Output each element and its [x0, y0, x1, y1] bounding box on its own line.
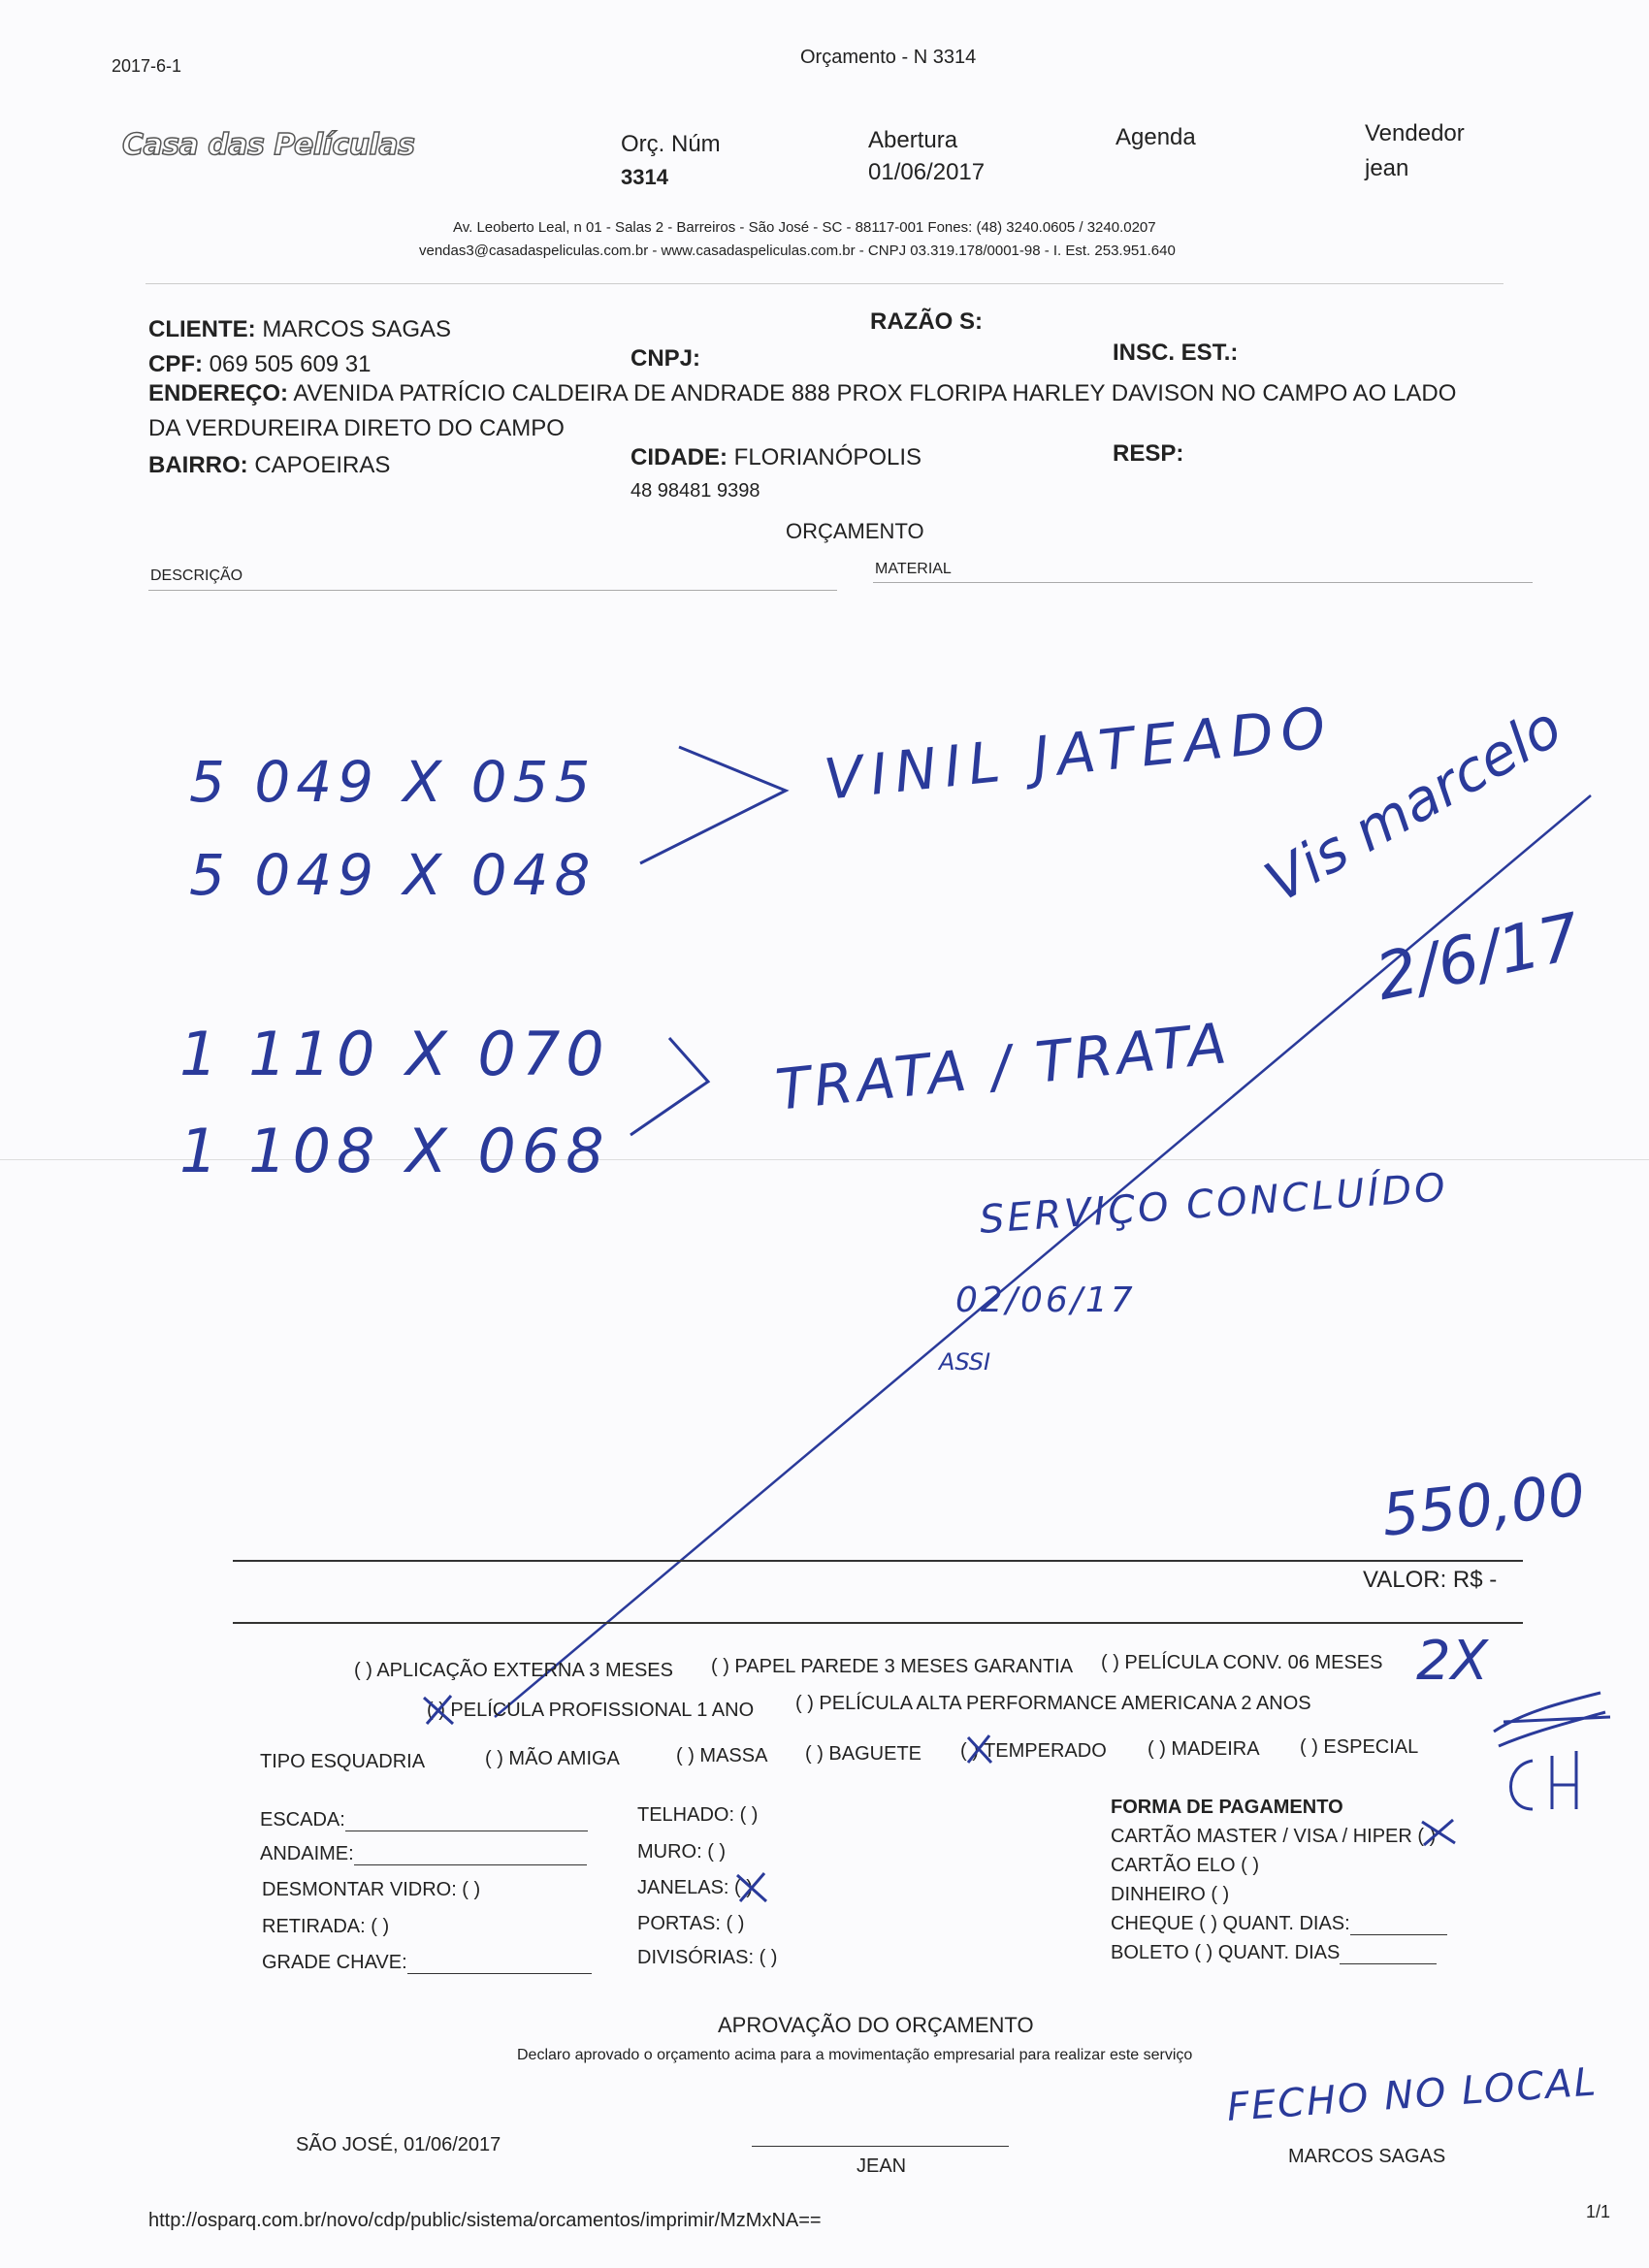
option-pelicula-alta: ( ) PELÍCULA ALTA PERFORMANCE AMERICANA 2 ANOS	[795, 1693, 1311, 1714]
check-mark-janelas	[732, 1867, 771, 1906]
approval-title: APROVAÇÃO DO ORÇAMENTO	[718, 2013, 1034, 2037]
valor-rule-top	[233, 1560, 1523, 1562]
option-pelicula-conv: ( ) PELÍCULA CONV. 06 MESES	[1101, 1652, 1383, 1673]
resp-label: RESP:	[1113, 440, 1184, 467]
phone: 48 98481 9398	[630, 480, 760, 502]
endereco-field: ENDEREÇO: AVENIDA PATRÍCIO CALDEIRA DE ANDRADE 888 PROX FLORIPA HARLEY DAVISON NO CAMPO AO LADO	[148, 380, 1457, 406]
approval-client: MARCOS SAGAS	[1288, 2146, 1446, 2167]
janelas-field: JANELAS: ( )	[637, 1877, 753, 1898]
insc-label: INSC. EST.:	[1113, 340, 1239, 366]
divisorias-field: DIVISÓRIAS: ( )	[637, 1947, 778, 1968]
esquadria-baguete: ( ) BAGUETE	[805, 1743, 922, 1765]
abertura-value: 01/06/2017	[868, 159, 986, 185]
payment-cheque: CHEQUE ( ) QUANT. DIAS:	[1111, 1913, 1447, 1935]
seller-signature-line	[752, 2146, 1009, 2147]
orc-num-label: Orç. Núm	[621, 131, 721, 157]
approval-place-date: SÃO JOSÉ, 01/06/2017	[296, 2134, 501, 2155]
valor-label: VALOR: R$ -	[1363, 1567, 1498, 1593]
check-mark-profissional	[419, 1690, 458, 1729]
portas-field: PORTAS: ( )	[637, 1913, 745, 1934]
hw-total: 550,00	[1378, 1461, 1589, 1550]
check-mark-cartao	[1418, 1816, 1459, 1849]
retirada-field: RETIRADA: ( )	[262, 1916, 390, 1937]
agenda-label: Agenda	[1116, 124, 1196, 150]
descricao-label: DESCRIÇÃO	[150, 567, 243, 584]
desmontar-field: DESMONTAR VIDRO: ( )	[262, 1879, 481, 1900]
cidade-field: CIDADE: FLORIANÓPOLIS	[630, 444, 922, 470]
hw-signature-name: Vis marcelo	[1254, 693, 1573, 916]
payment-cartao: CARTÃO MASTER / VISA / HIPER ( )	[1111, 1826, 1437, 1847]
page-title: Orçamento - N 3314	[800, 47, 977, 68]
hw-row-4: 1 108 X 068	[179, 1116, 610, 1186]
esquadria-mao-amiga: ( ) MÃO AMIGA	[485, 1748, 620, 1769]
payment-dinheiro: DINHEIRO ( )	[1111, 1884, 1230, 1905]
razao-label: RAZÃO S:	[870, 308, 983, 335]
hw-signature-date: 2/6/17	[1369, 898, 1587, 1016]
escada-field: ESCADA:	[260, 1809, 588, 1831]
vendedor-label: Vendedor	[1365, 120, 1465, 146]
check-mark-temperado	[962, 1732, 997, 1766]
hw-servico: SERVIÇO CONCLUÍDO	[978, 1165, 1450, 1243]
address-line-1: Av. Leoberto Leal, n 01 - Salas 2 - Barreiros - São José - SC - 88117-001 Fones: (48) 3240.0605 / 3240.0207	[453, 219, 1156, 236]
orc-num-value: 3314	[621, 165, 668, 189]
telhado-field: TELHADO: ( )	[637, 1804, 759, 1826]
hw-servico-date: 02/06/17	[955, 1280, 1136, 1320]
approval-text: Declaro aprovado o orçamento acima para a movimentação empresarial para realizar este serviço	[517, 2047, 1193, 2063]
vendedor-value: jean	[1365, 155, 1409, 181]
option-pelicula-profissional: ( ) PELÍCULA PROFISSIONAL 1 ANO	[427, 1700, 755, 1721]
hw-parcelas: 2X	[1416, 1630, 1488, 1693]
footer-page: 1/1	[1586, 2202, 1611, 2221]
esquadria-especial: ( ) ESPECIAL	[1300, 1736, 1419, 1758]
approval-seller: JEAN	[857, 2155, 907, 2177]
muro-field: MURO: ( )	[637, 1841, 727, 1863]
hw-fecho: FECHO NO LOCAL	[1225, 2059, 1600, 2130]
endereco-line-2: DA VERDUREIRA DIRETO DO CAMPO	[148, 415, 565, 441]
esquadria-massa: ( ) MASSA	[676, 1745, 768, 1766]
bairro-field: BAIRRO: CAPOEIRAS	[148, 452, 391, 478]
hw-row-1: 5 049 X 055	[189, 749, 597, 815]
footer-url[interactable]: http://osparq.com.br/novo/cdp/public/sistema/orcamentos/imprimir/MzMxNA==	[148, 2210, 822, 2231]
payment-boleto: BOLETO ( ) QUANT. DIAS	[1111, 1942, 1437, 1964]
initials-scribble	[1484, 1673, 1620, 1819]
valor-rule-bottom	[233, 1622, 1523, 1624]
orcamento-section-title: ORÇAMENTO	[786, 519, 924, 543]
hw-material-2: TRATA / TRATA	[772, 1010, 1234, 1123]
payment-elo: CARTÃO ELO ( )	[1111, 1855, 1259, 1876]
grade-chave-field: GRADE CHAVE:	[262, 1952, 592, 1974]
esquadria-label: TIPO ESQUADRIA	[260, 1751, 426, 1772]
option-papel-parede: ( ) PAPEL PAREDE 3 MESES GARANTIA	[711, 1656, 1074, 1677]
cliente-field: CLIENTE: MARCOS SAGAS	[148, 316, 452, 342]
material-label: MATERIAL	[875, 561, 952, 577]
cpf-field: CPF: 069 505 609 31	[148, 351, 372, 377]
hw-row-3: 1 110 X 070	[179, 1019, 610, 1089]
abertura-label: Abertura	[868, 127, 958, 153]
esquadria-temperado: ( ) TEMPERADO	[960, 1740, 1107, 1762]
hw-material-1: VINIL JATEADO	[821, 694, 1337, 813]
hw-row-2: 5 049 X 048	[189, 842, 597, 908]
logo: Casa das Películas	[122, 128, 415, 162]
hw-assi: ASSI	[939, 1348, 991, 1376]
option-aplicacao-externa: ( ) APLICAÇÃO EXTERNA 3 MESES	[354, 1660, 673, 1681]
payment-title: FORMA DE PAGAMENTO	[1111, 1797, 1343, 1818]
header-date: 2017-6-1	[112, 56, 182, 76]
andaime-field: ANDAIME:	[260, 1843, 587, 1865]
esquadria-madeira: ( ) MADEIRA	[1148, 1738, 1260, 1760]
cnpj-label: CNPJ:	[630, 345, 701, 372]
address-line-2: vendas3@casadaspeliculas.com.br - www.casadaspeliculas.com.br - CNPJ 03.319.178/0001-98 - I. Est. 253.951.640	[419, 243, 1176, 259]
